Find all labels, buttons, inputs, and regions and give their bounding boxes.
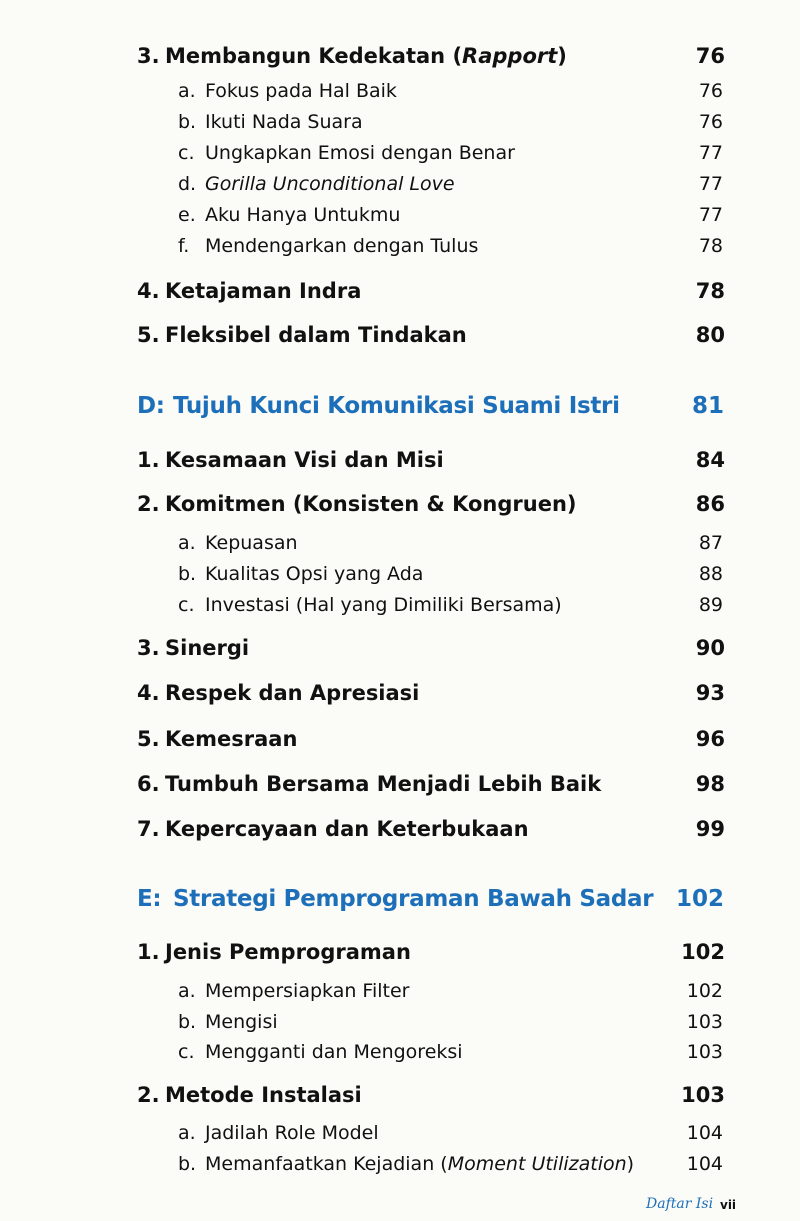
toc-entry-number: b. <box>178 563 197 585</box>
toc-entry-label <box>178 1041 463 1063</box>
toc-entry-number: E: <box>137 886 162 912</box>
toc-entry-number: e. <box>178 204 196 226</box>
toc-entry-number: f. <box>178 235 190 257</box>
toc-page-number: 84 <box>695 448 725 472</box>
toc-entry-text: Metode Instalasi <box>165 1083 362 1107</box>
toc-entry-italic-text: Rapport <box>462 44 558 68</box>
toc-entry-text: Kepuasan <box>205 532 298 554</box>
toc-page-number: 76 <box>698 80 723 102</box>
toc-entry-number: a. <box>178 1122 196 1144</box>
toc-entry-label <box>137 681 419 705</box>
toc-entry-label <box>137 279 361 303</box>
toc-page-number: 77 <box>698 173 723 195</box>
toc-entry-label <box>137 393 620 419</box>
toc-entry-label <box>178 1122 379 1144</box>
toc-entry-number: 5. <box>137 323 160 347</box>
toc-entry-number: d. <box>178 173 197 195</box>
toc-entry-label <box>137 44 567 68</box>
toc-entry-text: Membangun Kedekatan ( <box>165 44 463 68</box>
toc-entry-text: Kemesraan <box>165 727 298 751</box>
toc-page-number: 103 <box>686 1011 723 1033</box>
toc-entry-label <box>137 448 444 472</box>
toc-entry-label <box>178 594 562 616</box>
toc-page-number: 102 <box>686 980 723 1002</box>
toc-page-number: 90 <box>695 636 725 660</box>
toc-entry-number: 6. <box>137 772 160 796</box>
toc-entry-text: Kepercayaan dan Keterbukaan <box>165 817 529 841</box>
toc-entry-label <box>137 772 601 796</box>
toc-entry-text: Mendengarkan dengan Tulus <box>205 235 479 257</box>
toc-entry-text: Tumbuh Bersama Menjadi Lebih Baik <box>165 772 602 796</box>
toc-entry-label <box>137 1083 362 1107</box>
toc-entry-text: Komitmen (Konsisten & Kongruen) <box>165 492 577 516</box>
toc-entry-label <box>137 817 529 841</box>
toc-entry-number: c. <box>178 594 195 616</box>
toc-entry-number: c. <box>178 1041 195 1063</box>
toc-page-number: 76 <box>695 44 725 68</box>
toc-entry-text: Kualitas Opsi yang Ada <box>205 563 424 585</box>
toc-page-number: 89 <box>698 594 723 616</box>
toc-entry-number: 1. <box>137 940 160 964</box>
toc-page-number: 102 <box>681 940 725 964</box>
toc-entry-label <box>178 235 478 257</box>
toc-entry-label <box>137 886 653 912</box>
page-number: vii <box>720 1198 737 1212</box>
toc-entry-number: 4. <box>137 681 160 705</box>
toc-entry-text: Ungkapkan Emosi dengan Benar <box>205 142 515 164</box>
toc-entry-label <box>178 173 455 195</box>
toc-page-number: 78 <box>698 235 723 257</box>
toc-entry-italic-text: Gorilla Unconditional Love <box>205 173 455 195</box>
toc-page-number: 96 <box>695 727 725 751</box>
toc-entry-text: Strategi Pemprograman Bawah Sadar <box>173 886 654 912</box>
toc-page-number: 93 <box>695 681 725 705</box>
toc-entry-label <box>137 492 577 516</box>
toc-page-number: 104 <box>686 1122 723 1144</box>
toc-page-number: 102 <box>675 886 724 912</box>
toc-entry-label <box>178 1153 634 1175</box>
toc-entry-label <box>137 727 297 751</box>
toc-page-number: 78 <box>695 279 725 303</box>
toc-entry-number: 3. <box>137 44 160 68</box>
toc-page-number: 81 <box>691 393 724 419</box>
toc-entry-text: Kesamaan Visi dan Misi <box>165 448 444 472</box>
toc-entry-text: Tujuh Kunci Komunikasi Suami Istri <box>173 393 620 419</box>
toc-entry-text: Mempersiapkan Filter <box>205 980 410 1002</box>
toc-entry-label <box>178 142 515 164</box>
toc-entry-label <box>137 323 467 347</box>
toc-page-number: 103 <box>681 1083 725 1107</box>
toc-entry-text: Aku Hanya Untukmu <box>205 204 401 226</box>
toc-entry-number: D: <box>137 393 165 419</box>
toc-entry-number: 1. <box>137 448 160 472</box>
toc-entry-text: Investasi (Hal yang Dimiliki Bersama) <box>205 594 562 616</box>
toc-entry-text: Fokus pada Hal Baik <box>205 80 397 102</box>
toc-entry-text: Jenis Pemprograman <box>165 940 411 964</box>
toc-entry-number: a. <box>178 532 196 554</box>
toc-entry-label <box>178 111 363 133</box>
toc-entry-number: 5. <box>137 727 160 751</box>
toc-entry-label <box>178 563 423 585</box>
toc-entry-number: b. <box>178 1011 197 1033</box>
toc-entry-label <box>178 980 409 1002</box>
toc-entry-text: Fleksibel dalam Tindakan <box>165 323 467 347</box>
toc-entry-label <box>178 80 397 102</box>
toc-entry-text: Memanfaatkan Kejadian ( <box>205 1153 448 1175</box>
toc-entry-number: 4. <box>137 279 160 303</box>
toc-entry-number: b. <box>178 1153 197 1175</box>
toc-entry-number: a. <box>178 80 196 102</box>
toc-page-number: 76 <box>698 111 723 133</box>
toc-entry-text: ) <box>557 44 567 68</box>
toc-entry-number: 2. <box>137 1083 160 1107</box>
toc-entry-text: ) <box>626 1153 635 1175</box>
toc-entry-label <box>137 940 411 964</box>
toc-entry-number: b. <box>178 111 197 133</box>
toc-entry-text: Sinergi <box>165 636 250 660</box>
toc-page-number: 98 <box>695 772 725 796</box>
toc-entry-label <box>137 636 249 660</box>
toc-entry-italic-text: Moment Utilization <box>447 1153 627 1175</box>
toc-entry-text: Ikuti Nada Suara <box>205 111 363 133</box>
toc-entry-text: Mengisi <box>205 1011 278 1033</box>
toc-entry-text: Ketajaman Indra <box>165 279 362 303</box>
running-footer-title: Daftar Isi <box>646 1196 714 1212</box>
toc-entry-number: 2. <box>137 492 160 516</box>
toc-page-number: 77 <box>698 142 723 164</box>
toc-entry-number: 3. <box>137 636 160 660</box>
toc-entry-number: c. <box>178 142 195 164</box>
toc-entry-label <box>178 1011 278 1033</box>
toc-entry-text: Mengganti dan Mengoreksi <box>205 1041 463 1063</box>
toc-page-number: 104 <box>686 1153 723 1175</box>
toc-page-number: 99 <box>695 817 725 841</box>
toc-page-number: 87 <box>698 532 723 554</box>
toc-entry-number: 7. <box>137 817 160 841</box>
toc-entry-label <box>178 204 400 226</box>
toc-page-number: 86 <box>695 492 725 516</box>
toc-entry-text: Jadilah Role Model <box>205 1122 379 1144</box>
toc-page-number: 77 <box>698 204 723 226</box>
toc-page-number: 103 <box>686 1041 723 1063</box>
toc-page-number: 88 <box>698 563 723 585</box>
toc-entry-text: Respek dan Apresiasi <box>165 681 420 705</box>
toc-entry-label <box>178 532 298 554</box>
toc-entry-number: a. <box>178 980 196 1002</box>
toc-page-number: 80 <box>695 323 725 347</box>
